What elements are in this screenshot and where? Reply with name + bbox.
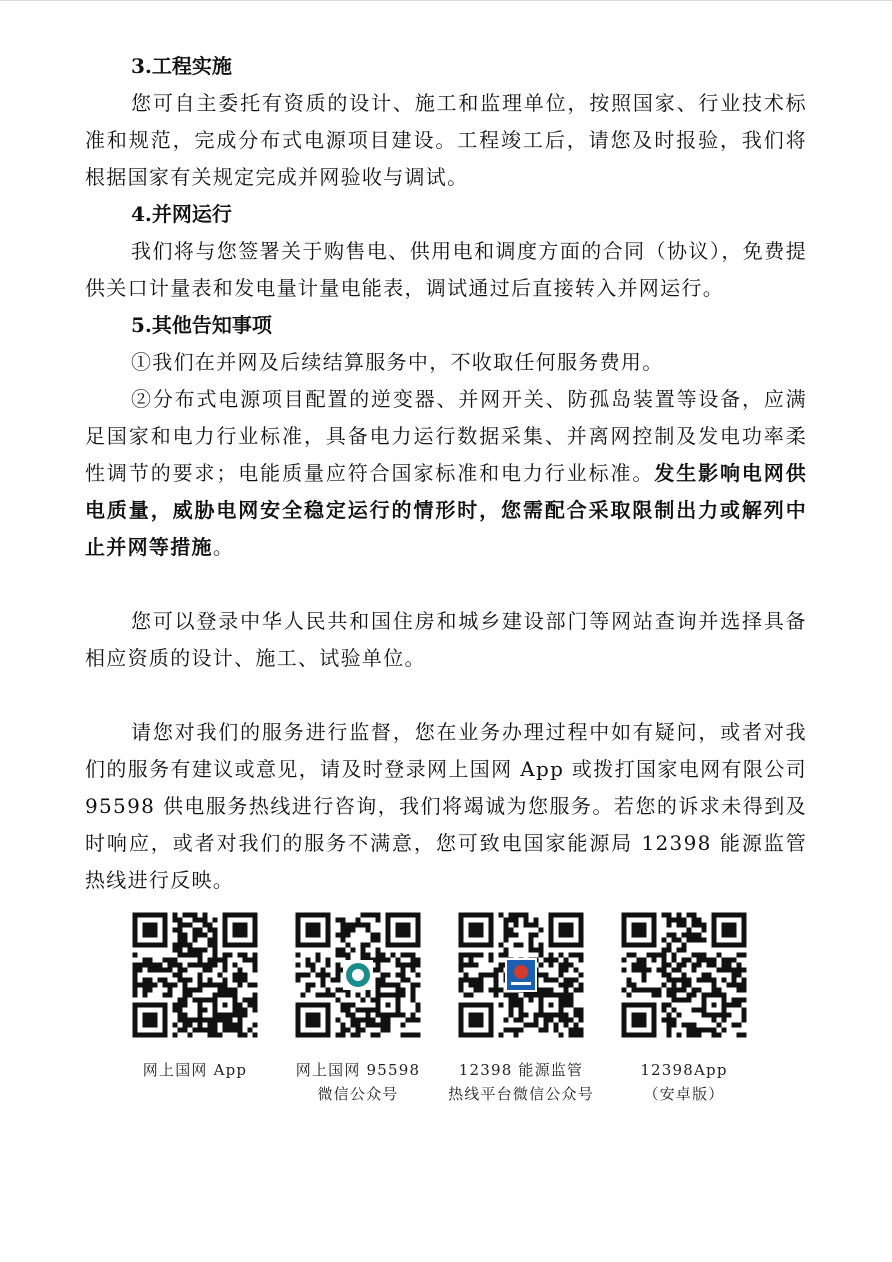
- qr-item-wechat-12398: [436, 912, 606, 1106]
- qr-code-row: [110, 912, 760, 1112]
- query-paragraph: 您可以登录中华人民共和国住房和城乡建设部门等网站查询并选择具备相应资质的设计、施工、试验单位。: [85, 609, 807, 670]
- notice-item-1: ①我们在并网及后续结算服务中，不收取任何服务费用。: [131, 350, 664, 374]
- section-heading-construction: 3.工程实施: [131, 54, 232, 78]
- qr-code-icon[interactable]: [621, 912, 747, 1038]
- notice-item-2-bold: 发生影响电网供电质量，威胁电网安全稳定运行的情形时，您需配合采取限制出力或解列中止并网等措施: [85, 461, 807, 559]
- section-body-construction: 您可自主委托有资质的设计、施工和监理单位，按照国家、行业技术标准和规范，完成分布式电源项目建设。工程竣工后，请您及时报验，我们将根据国家有关规定完成并网验收与调试。: [85, 91, 807, 189]
- supervision-paragraph: 请您对我们的服务进行监督，您在业务办理过程中如有疑问，或者对我们的服务有建议或意见，请及时登录网上国网 App 或拨打国家电网有限公司 95598 供电服务热线进行咨询，我们将竭诚为您服务。若您的诉求未得到及时响应，或者对我们的服务不满意，您可致电国家能源局 12398 能源监管热线进行反映。: [85, 720, 807, 892]
- qr-item-app: [110, 912, 280, 1082]
- qr-code-emblem-icon[interactable]: [458, 912, 584, 1038]
- qr-caption-wechat-12398: 12398 能源监管 热线平台微信公众号: [448, 1061, 594, 1103]
- notice-item-2-text: ②分布式电源项目配置的逆变器、并网开关、防孤岛装置等设备，应满足国家和电力行业标准，具备电力运行数据采集、并离网控制及发电功率柔性调节的要求；电能质量应符合国家标准和电力行业标准。: [85, 387, 807, 485]
- document-body: [85, 48, 807, 899]
- notice-item-2-end: 。: [212, 535, 235, 559]
- notice-item-2: [85, 381, 807, 566]
- section-body-grid-operation: 我们将与您签署关于购售电、供用电和调度方面的合同（协议），免费提供关口计量表和发电量计量电能表，调试通过后直接转入并网运行。: [85, 239, 807, 300]
- section-heading-other-notices: 5.其他告知事项: [131, 313, 272, 337]
- qr-caption-wechat-95598: 网上国网 95598 微信公众号: [295, 1061, 421, 1103]
- qr-item-wechat-95598: [273, 912, 443, 1106]
- qr-code-icon[interactable]: [132, 912, 258, 1038]
- top-border: [0, 0, 892, 1]
- qr-caption-app: 网上国网 App: [142, 1061, 248, 1079]
- qr-item-12398-app: [599, 912, 769, 1106]
- section-heading-grid-operation: 4.并网运行: [131, 202, 232, 226]
- qr-caption-12398-app: 12398App （安卓版）: [640, 1061, 728, 1103]
- qr-code-state-grid-icon[interactable]: [295, 912, 421, 1038]
